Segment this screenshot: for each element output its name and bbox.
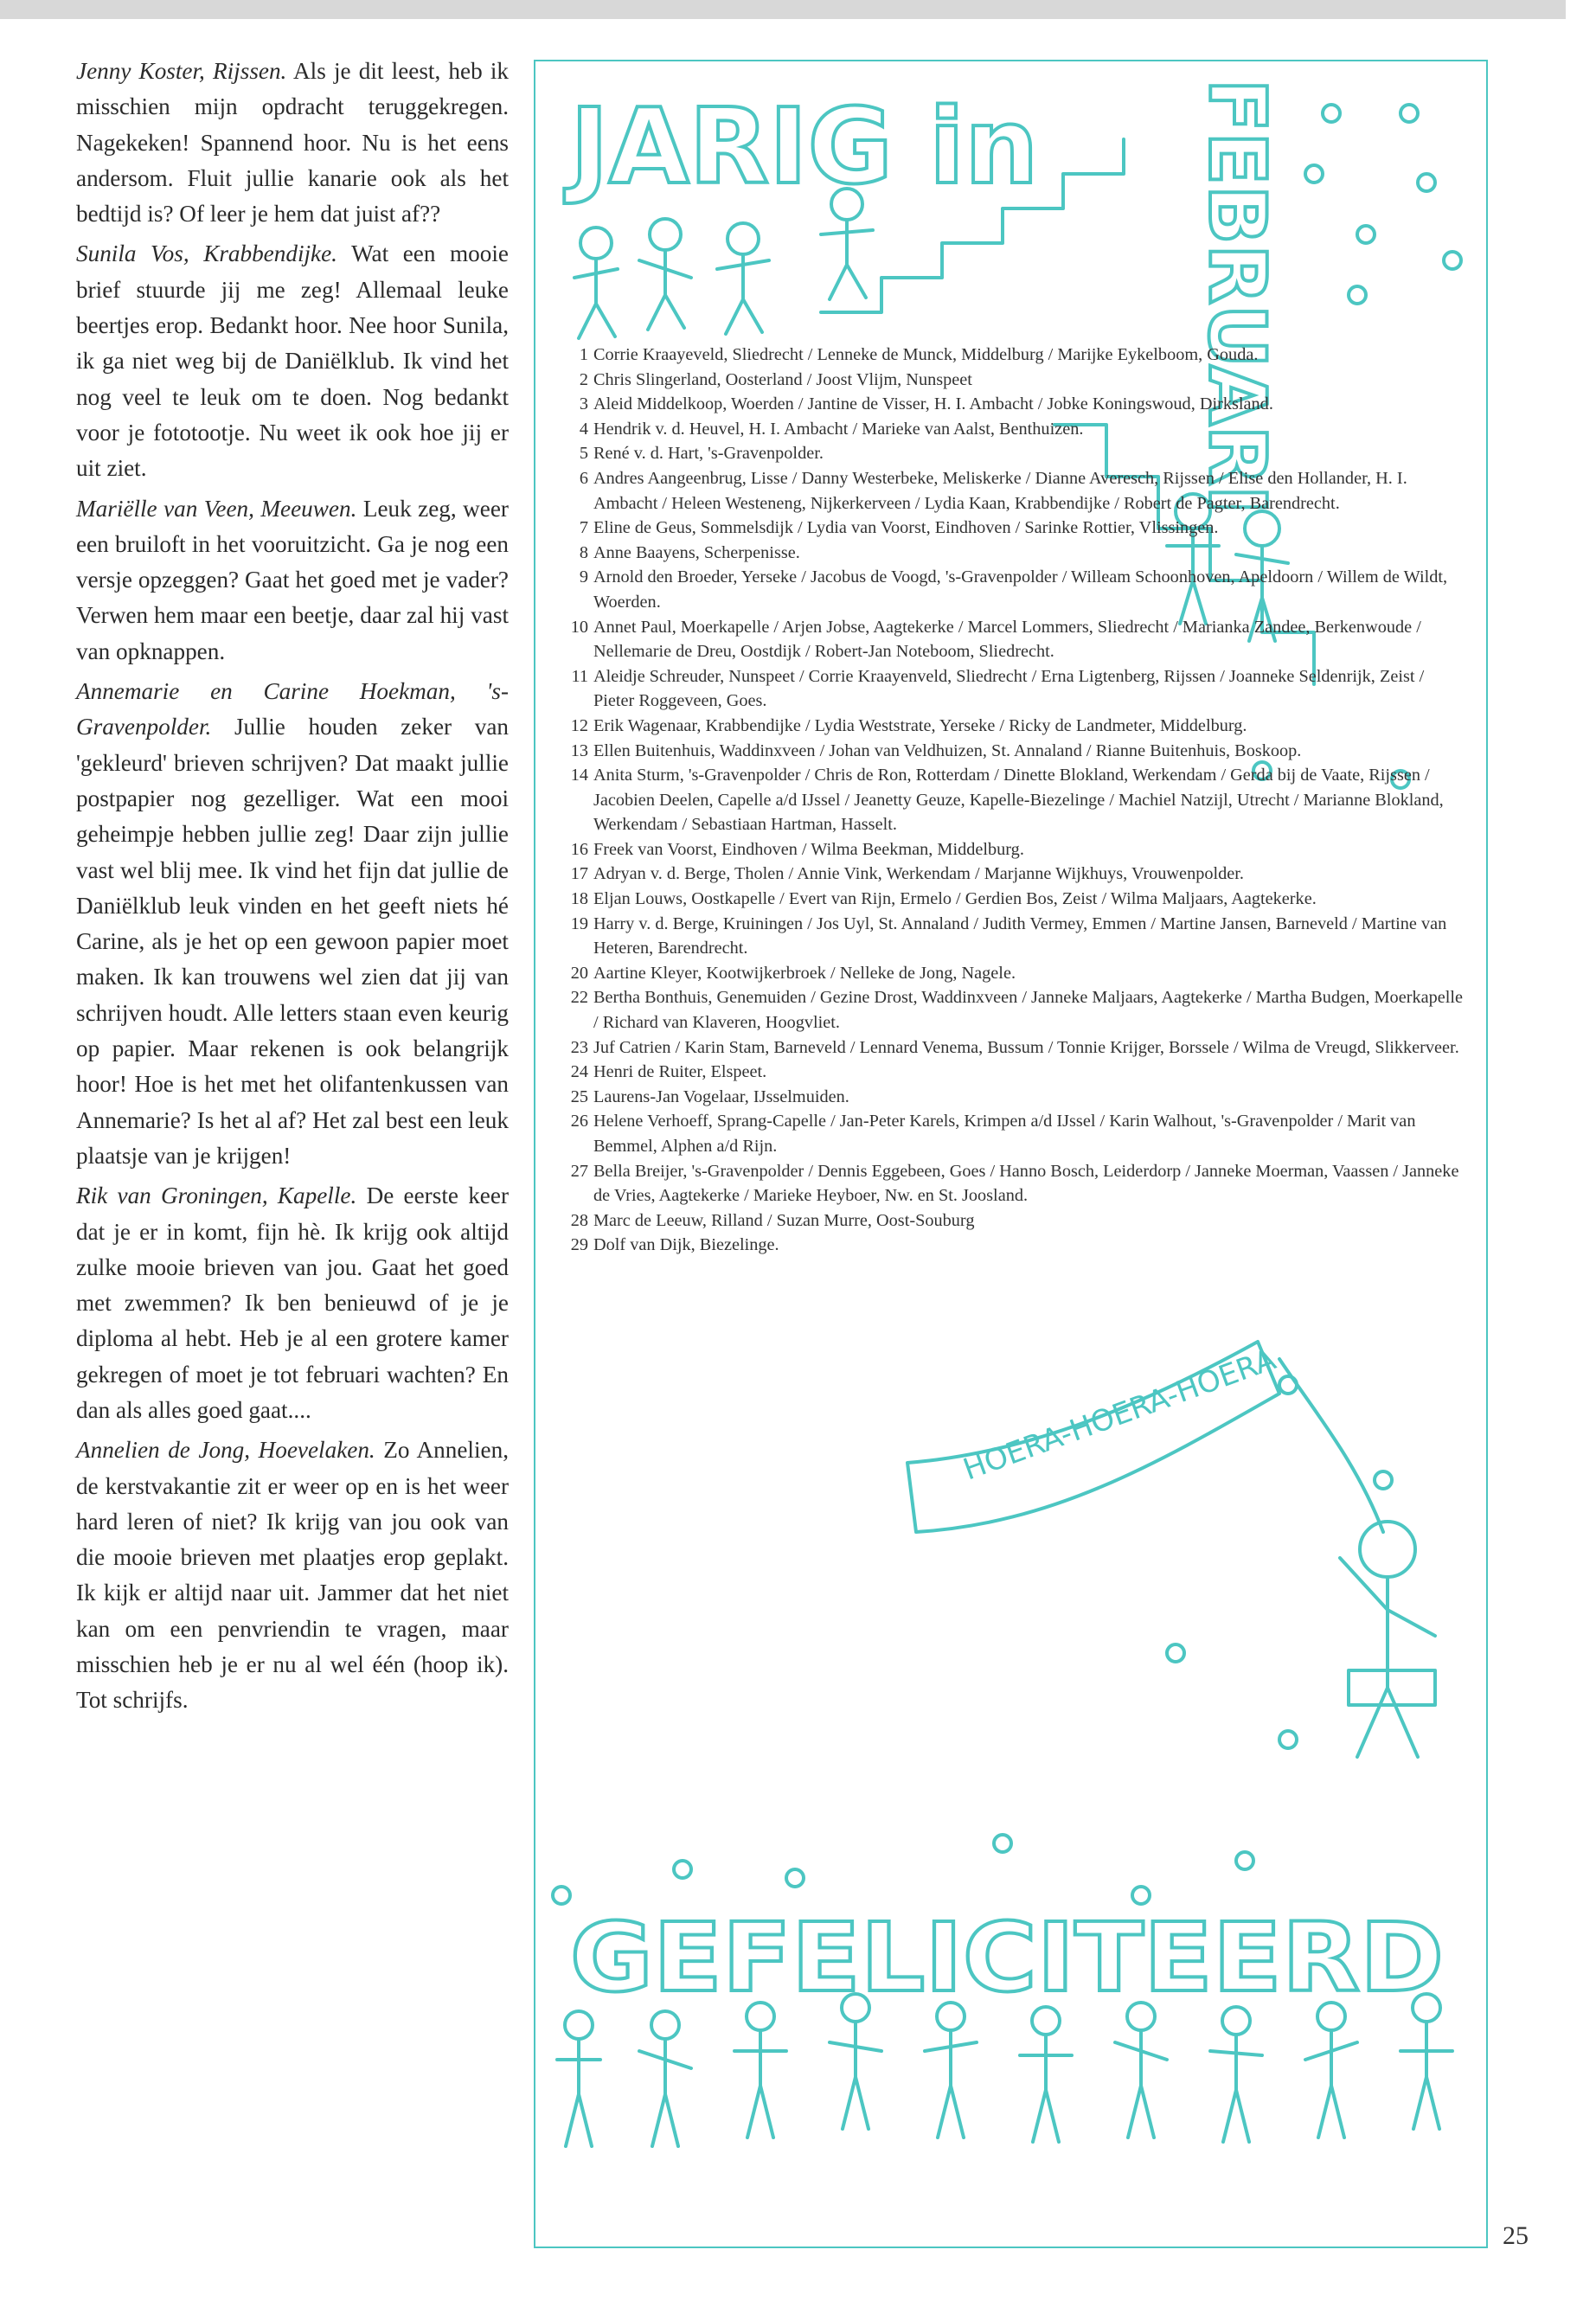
- letter-recipient: Jenny Koster, Rijssen.: [76, 58, 287, 84]
- birthday-day: 23: [570, 1037, 588, 1057]
- birthday-day: 6: [579, 468, 588, 488]
- birthday-names: Anne Baayens, Scherpenisse.: [593, 542, 800, 562]
- letter-recipient: Sunila Vos, Krabbendijke.: [76, 240, 337, 267]
- letters-column: [76, 54, 509, 1723]
- birthday-entry: [567, 343, 1467, 368]
- birthday-names: Laurens-Jan Vogelaar, IJsselmuiden.: [593, 1086, 849, 1106]
- birthday-names: René v. d. Hart, 's-Gravenpolder.: [593, 444, 824, 464]
- birthday-day: 27: [570, 1161, 588, 1181]
- birthday-names: Arnold den Broeder, Yerseke / Jacobus de Voogd, 's-Gravenpolder / Willeam Schoonhoven, Apeldoorn / Willem de Wildt, Woerden.: [593, 567, 1448, 612]
- letter-reply: [76, 674, 509, 1174]
- letter-reply: [76, 1433, 509, 1718]
- birthday-day: 18: [570, 889, 588, 909]
- birthday-entry: [567, 466, 1467, 516]
- letter-recipient: Rik van Groningen, Kapelle.: [76, 1183, 357, 1209]
- birthday-day: 25: [570, 1086, 588, 1106]
- birthday-entry: [567, 714, 1467, 739]
- header-title-2: FEBRUARI: [1191, 79, 1282, 515]
- birthday-entry: [567, 392, 1467, 417]
- letter-text: De eerste keer dat je er in komt, fijn hè. Ik krijg ook altijd zulke mooie brieven van jou. Gaat het goed met zwemmen? Ik ben benieuwd of je je diploma al hebt. Heb je al een grotere kamer gekregen of moet je tot februari wachten? En dan als alles goed gaat....: [76, 1183, 509, 1423]
- birthday-names: Chris Slingerland, Oosterland / Joost Vlijm, Nunspeet: [593, 369, 972, 389]
- letter-reply: [76, 54, 509, 232]
- birthday-names: Adryan v. d. Berge, Tholen / Annie Vink, Werkendam / Marjanne Wijkhuys, Vrouwenpolder.: [593, 864, 1244, 884]
- children-figures-bottom: [557, 1994, 1452, 2146]
- birthday-entry: [567, 961, 1467, 986]
- birthday-entry: [567, 1233, 1467, 1258]
- birthday-names: Anita Sturm, 's-Gravenpolder / Chris de Ron, Rotterdam / Dinette Blokland, Werkendam / Gerda bij de Vaate, Rijssen / Jacobien Deelen, Capelle a/d IJssel / Jeanetty Geuze, Kapelle-Biezelinge / Machiel Natzijl, Utrecht / Marianne Blokland, Werkendam / Sebastiaan Hartman, Hasselt.: [593, 766, 1444, 835]
- birthday-day: 3: [579, 394, 588, 414]
- letter-recipient: Mariëlle van Veen, Meeuwen.: [76, 495, 357, 522]
- birthday-names: Harry v. d. Berge, Kruiningen / Jos Uyl, St. Annaland / Judith Vermey, Emmen / Martine Jansen, Barneveld / Martine van Heteren, Barendrecht.: [593, 913, 1447, 958]
- birthday-names: Eline de Geus, Sommelsdijk / Lydia van Voorst, Eindhoven / Sarinke Rottier, Vlissingen.: [593, 518, 1219, 538]
- birthday-day: 8: [579, 542, 588, 562]
- birthday-day: 4: [579, 419, 588, 439]
- birthday-day: 7: [579, 518, 588, 538]
- birthday-names: Bertha Bonthuis, Genemuiden / Gezine Drost, Waddinxveen / Janneke Maljaars, Aagtekerke / Martha Budgen, Moerkapelle / Richard van Klaveren, Hoogvliet.: [593, 988, 1463, 1033]
- birthday-day: 9: [579, 567, 588, 587]
- birthday-day: 26: [570, 1112, 588, 1131]
- letter-reply: [76, 491, 509, 670]
- birthday-entry: [567, 1060, 1467, 1085]
- letter-recipient: Annemarie en Carine Hoekman, 's-Gravenpolder.: [76, 678, 509, 740]
- birthday-entry: [567, 441, 1467, 466]
- birthday-entry: [567, 1085, 1467, 1110]
- birthday-names: Aleid Middelkoop, Woerden / Jantine de Visser, H. I. Ambacht / Jobke Koningswoud, Dirksland.: [593, 394, 1273, 414]
- birthday-names: Hendrik v. d. Heuvel, H. I. Ambacht / Marieke van Aalst, Benthuizen.: [593, 419, 1084, 439]
- birthday-day: 2: [579, 369, 588, 389]
- letter-text: Zo Annelien, de kerstvakantie zit er weer op en is het weer hard leren of niet? Ik krijg van jou ook van die mooie brieven met plaatjes erop geplakt. Ik kijk er altijd naar uit. Jammer dat het niet kan om een penvriendin te vragen, maar misschien heb je er nu al wel één (hoop ik). Tot schrijfs.: [76, 1437, 509, 1714]
- birthday-entry: [567, 912, 1467, 961]
- birthday-entry: [567, 1159, 1467, 1208]
- letter-text: Als je dit leest, heb ik misschien mijn opdracht teruggekregen. Nagekeken! Spannend hoor. Nu is het eens andersom. Fluit jullie kanarie ook als het bedtijd is? Of leer je hem dat juist af??: [76, 58, 509, 228]
- header-title-1: JARIG in: [570, 87, 1039, 208]
- birthday-entry: [567, 541, 1467, 566]
- birthday-day: 5: [579, 444, 588, 464]
- birthday-names: Erik Wagenaar, Krabbendijke / Lydia Weststrate, Yerseke / Ricky de Landmeter, Middelburg.: [593, 715, 1247, 735]
- birthday-names: Ellen Buitenhuis, Waddinxveen / Johan van Veldhuizen, St. Annaland / Rianne Buitenhuis, Boskoop.: [593, 740, 1302, 760]
- birthday-entry: [567, 516, 1467, 541]
- birthday-names: Dolf van Dijk, Biezelinge.: [593, 1235, 779, 1255]
- birthday-entry: [567, 1035, 1467, 1061]
- birthday-entry: [567, 837, 1467, 862]
- letter-text: Wat een mooie brief stuurde jij me zeg! Allemaal leuke beertjes erop. Bedankt hoor. Nee hoor Sunila, ik ga niet weg bij de Daniëlklub. Ik vind het nog veel te leuk om te doen. Nog bedankt voor je fototootje. Nu weet ik ook hoe jij er uit ziet.: [76, 240, 509, 482]
- birthday-entry: [567, 862, 1467, 887]
- birthday-day: 12: [570, 715, 588, 735]
- birthday-day: 29: [570, 1235, 588, 1255]
- letter-text: Jullie houden zeker van 'gekleurd' brieven schrijven? Dat maakt jullie postpapier nog gezelliger. Wat een mooi geheimpje hebben jullie zeg! Daar zijn jullie vast wel blij mee. Ik vind het fijn dat jullie de Daniëlklub leuk vinden en het geeft niets hé Carine, als je het op een gewoon papier moet maken. Ik kan trouwens wel zien dat jij van schrijven houdt. Alle letters staan even keurig op papier. Maar rekenen is ook belangrijk hoor! Hoe is het met het olifantenkussen van Annemarie? Is het al af? Het zal best een leuk plaatsje van je krijgen!: [76, 714, 509, 1169]
- birthday-day: 28: [570, 1210, 588, 1230]
- birthday-entry: [567, 417, 1467, 442]
- birthday-names: Bella Breijer, 's-Gravenpolder / Dennis Eggebeen, Goes / Hanno Bosch, Leiderdorp / Janneke Moerman, Vaassen / Janneke de Vries, Aagtekerke / Marieke Heyboer, Nw. en St. Joosland.: [593, 1161, 1459, 1206]
- birthday-names: Andres Aangeenbrug, Lisse / Danny Westerbeke, Meliskerke / Dianne Averesch, Rijssen / Elise den Hollander, H. I. Ambacht / Heleen Westeneng, Nijkerkerveen / Lydia Kaan, Krabbendijke / Robert de Pagter, Barendrecht.: [593, 468, 1407, 513]
- birthday-day: 17: [570, 864, 588, 884]
- birthday-entry: [567, 887, 1467, 912]
- letter-reply: [76, 236, 509, 486]
- banner-text: HOERA-HOERA-HOERA: [958, 1342, 1281, 1488]
- birthday-names: Helene Verhoeff, Sprang-Capelle / Jan-Peter Karels, Krimpen a/d IJssel / Karin Walhout, 's-Gravenpolder / Marit van Bemmel, Alphen a/d Rijn.: [593, 1112, 1416, 1156]
- birthday-day: 14: [570, 766, 588, 785]
- birthday-day: 16: [570, 839, 588, 859]
- birthday-day: 10: [570, 617, 588, 637]
- birthday-names: Aartine Kleyer, Kootwijkerbroek / Nelleke de Jong, Nagele.: [593, 963, 1016, 983]
- birthday-names: Corrie Kraayeveld, Sliedrecht / Lenneke de Munck, Middelburg / Marijke Eykelboom, Gouda.: [593, 345, 1259, 364]
- birthday-names: Freek van Voorst, Eindhoven / Wilma Beekman, Middelburg.: [593, 839, 1024, 859]
- birthday-entry: [567, 763, 1467, 837]
- page-number: 25: [1503, 2221, 1529, 2250]
- birthday-names: Juf Catrien / Karin Stam, Barneveld / Lennard Venema, Bussum / Tonnie Krijger, Borssele / Wilma de Vreugd, Slikkerveer.: [593, 1037, 1459, 1057]
- birthday-day: 19: [570, 913, 588, 933]
- birthday-entry: [567, 615, 1467, 664]
- birthday-day: 11: [571, 666, 588, 686]
- birthday-names: Annet Paul, Moerkapelle / Arjen Jobse, Aagtekerke / Marcel Lommers, Sliedrecht / Marianka Zandee, Berkenwoude / Nellemarie de Dreu, Oostdijk / Robert-Jan Noteboom, Sliedrecht.: [593, 617, 1421, 662]
- birthday-entry: [567, 664, 1467, 714]
- birthday-entry: [567, 985, 1467, 1035]
- letter-recipient: Annelien de Jong, Hoevelaken.: [76, 1437, 375, 1464]
- birthday-day: 24: [570, 1062, 588, 1082]
- birthday-entry: [567, 1109, 1467, 1158]
- letter-reply: [76, 1178, 509, 1428]
- birthday-names: Aleidje Schreuder, Nunspeet / Corrie Kraayenveld, Sliedrecht / Erna Ligtenberg, Rijssen / Joanneke Seldenrijk, Zeist / Pieter Roggeveen, Goes.: [593, 666, 1425, 711]
- birthday-day: 13: [570, 740, 588, 760]
- birthday-entry: [567, 1208, 1467, 1234]
- birthday-names: Marc de Leeuw, Rilland / Suzan Murre, Oost-Souburg: [593, 1210, 975, 1230]
- birthday-list: [567, 343, 1467, 1258]
- birthday-day: 1: [579, 345, 588, 364]
- birthday-day: 20: [570, 963, 588, 983]
- page-top-edge: [0, 0, 1566, 19]
- birthday-names: Eljan Louws, Oostkapelle / Evert van Rijn, Ermelo / Gerdien Bos, Zeist / Wilma Maljaars, Aagtekerke.: [593, 889, 1317, 909]
- birthday-entry: [567, 368, 1467, 393]
- footer-title: GEFELICITEERD: [570, 1902, 1444, 2013]
- birthday-names: Henri de Ruiter, Elspeet.: [593, 1062, 767, 1082]
- letter-text: Leuk zeg, weer een bruiloft in het vooruitzicht. Ga je nog een versje opzeggen? Gaat het goed met je vader? Verwen hem maar een beetje, daar zal hij vast van opknappen.: [76, 495, 509, 664]
- birthday-entry: [567, 565, 1467, 614]
- birthday-day: 22: [570, 988, 588, 1008]
- birthday-entry: [567, 739, 1467, 764]
